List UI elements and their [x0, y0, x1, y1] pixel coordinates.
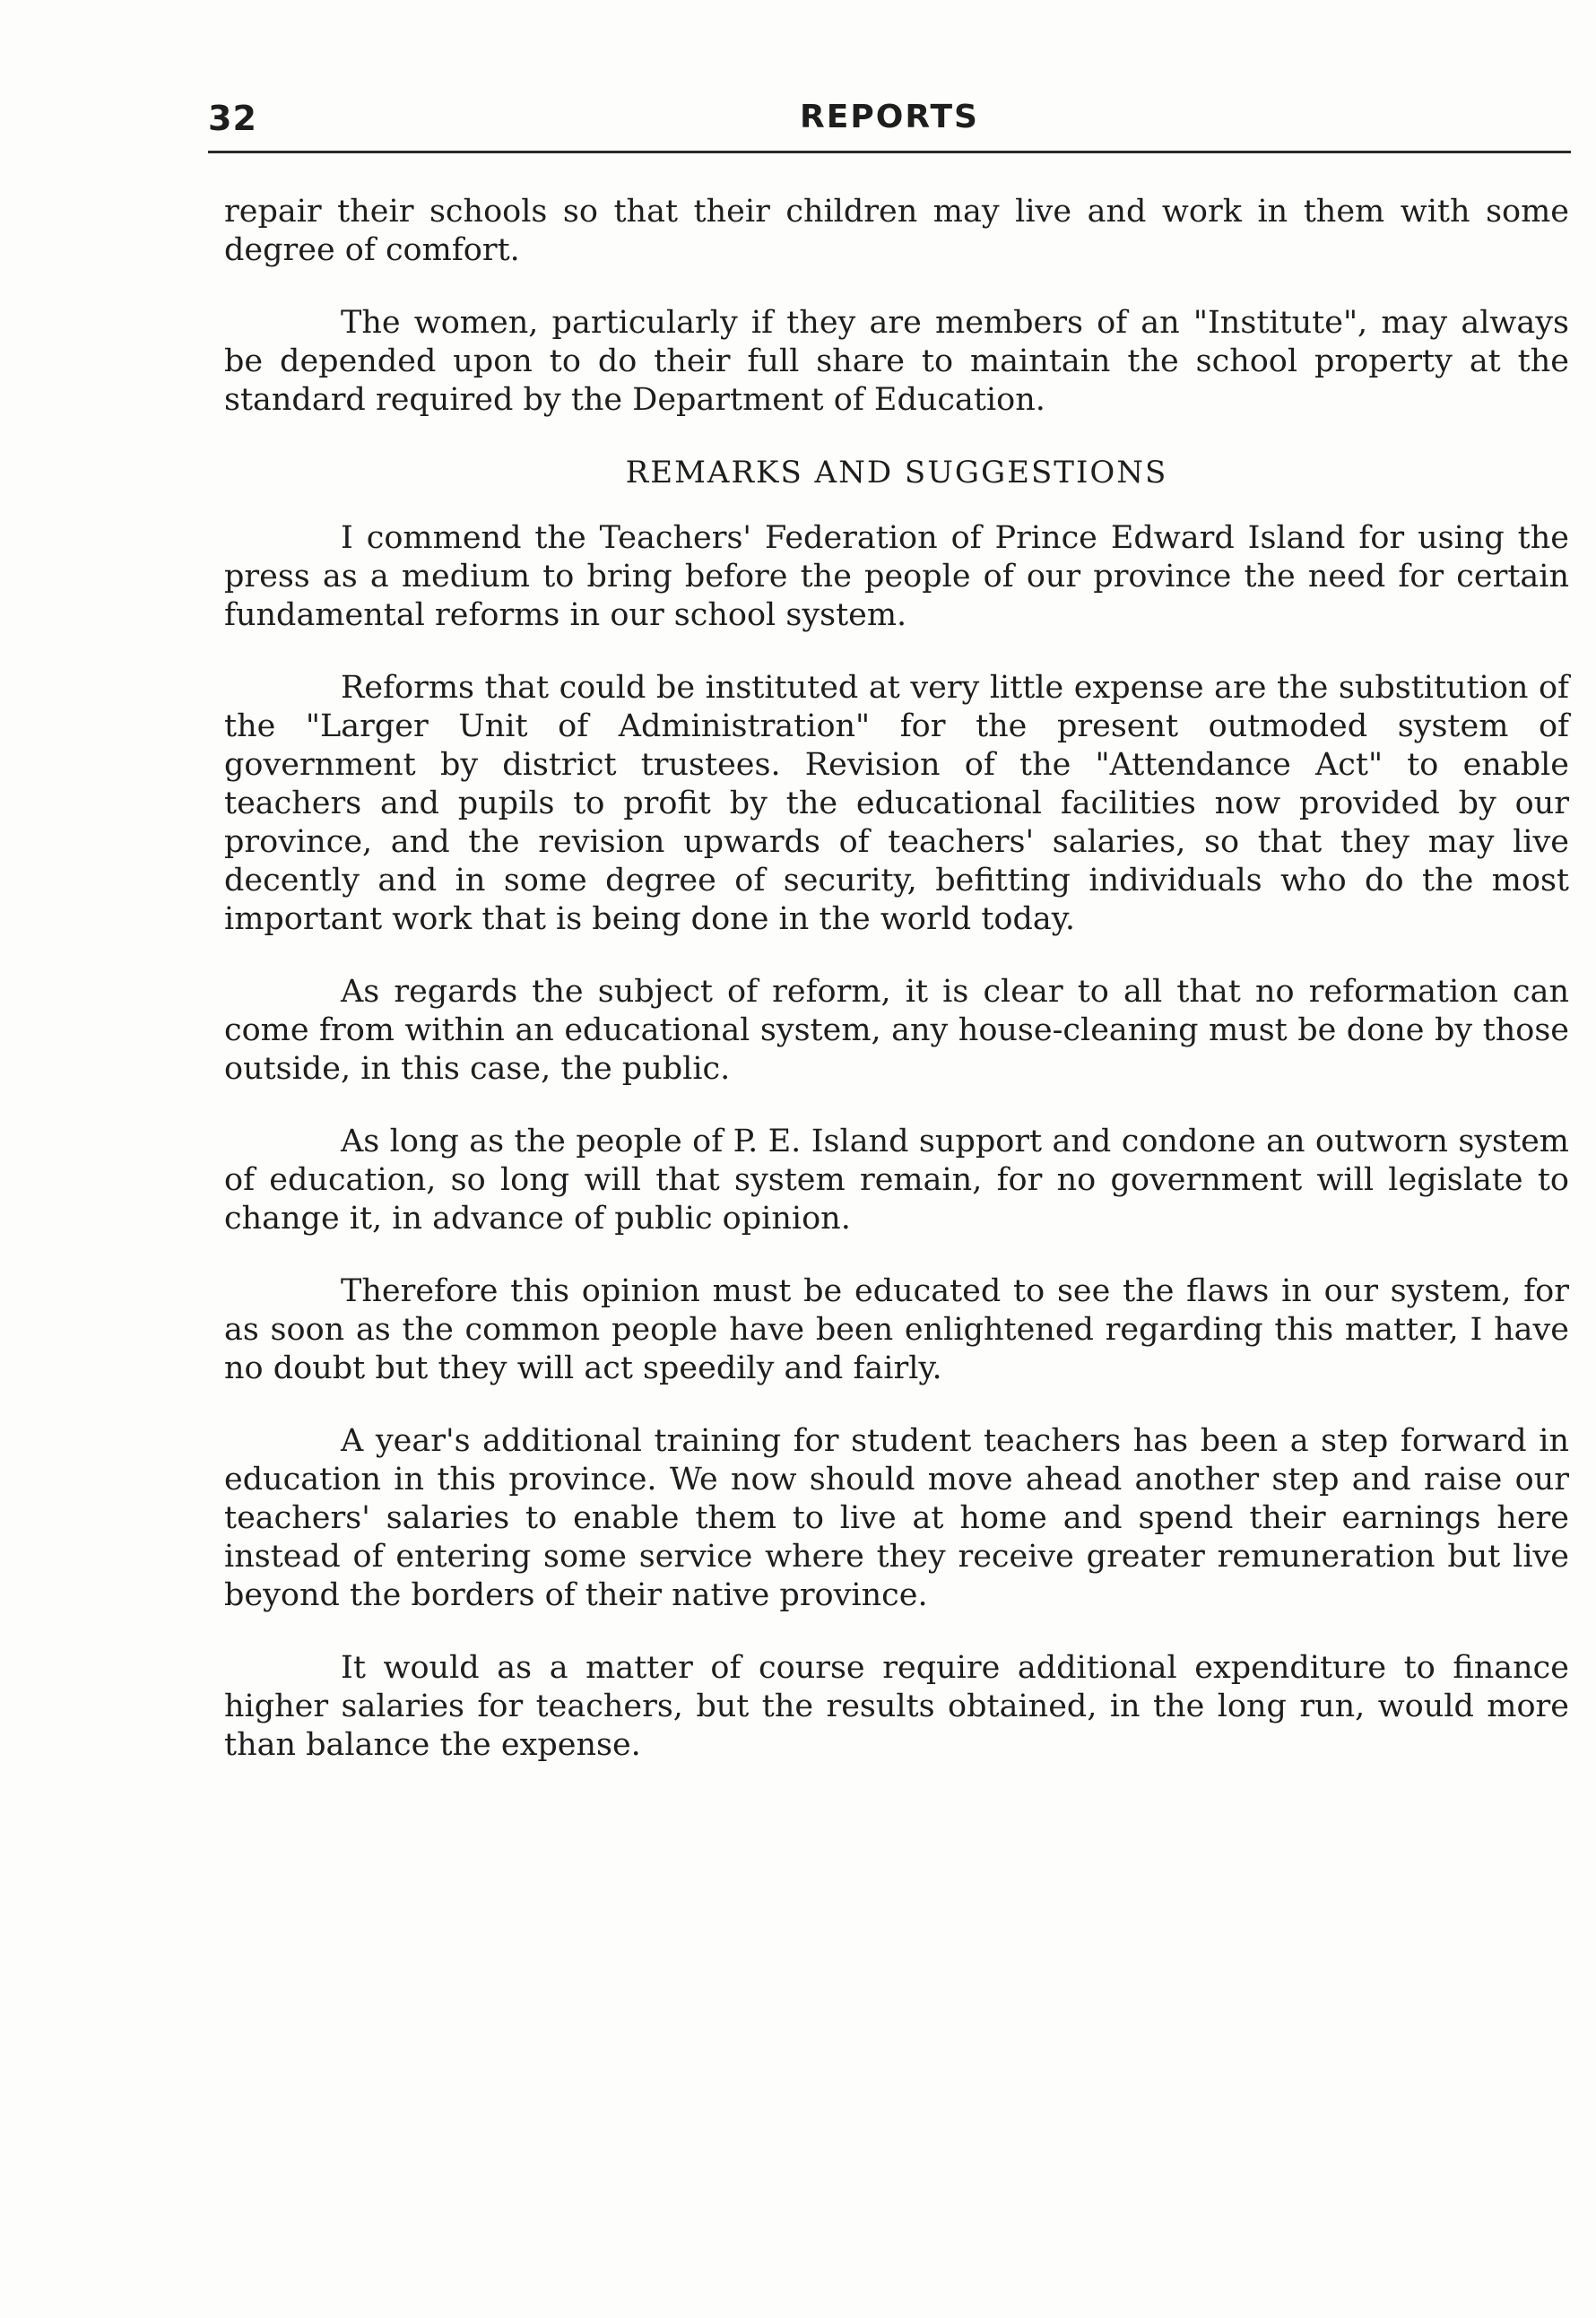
page-number: 32 — [208, 99, 257, 138]
running-head: REPORTS — [800, 99, 979, 135]
page-header — [208, 90, 1571, 152]
paragraph-expenditure: It would as a matter of course require additional expenditure to finance higher salaries for teachers, but the results obtained, in the long run, would more than balance the expense. — [224, 1650, 1569, 1763]
paragraph-commend: I commend the Teachers' Federation of Prince Edward Island for using the press as a medium to bring before the people of our province the need for certain fundamental reforms in our school system. — [224, 520, 1569, 633]
body-text — [224, 193, 1569, 1799]
header-rule — [208, 151, 1571, 153]
paragraph-training: A year's additional training for student teachers has been a step forward in education in this province. We now should move ahead another step and raise our teachers' salaries to enable them to live at home and spend their earnings here instead of entering some service where they receive greater remuneration but live beyond the borders of their native province. — [224, 1423, 1569, 1613]
paragraph-people: As long as the people of P. E. Island support and condone an outworn system of education, so long will that system remain, for no government will legislate to change it, in advance of public opinion. — [224, 1124, 1569, 1237]
paragraph-opinion: Therefore this opinion must be educated to see the flaws in our system, for as soon as the common people have been enlightened regarding this matter, I have no doubt but they will act speedily and fairly. — [224, 1273, 1569, 1386]
paragraph-regards: As regards the subject of reform, it is clear to all that no reformation can come from within an educational system, any house-cleaning must be done by those outside, in this case, the public. — [224, 974, 1569, 1087]
paragraph-reforms: Reforms that could be instituted at very little expense are the substitution of the "Larger Unit of Administration" for the present outmoded system of government by district trustees. Revision of the "Attendance Act" to enable teachers and pupils to profit by the educational facilities now provided by our province, and the revision upwards of teachers' salaries, so that they may live decently and in some degree of security, befitting individuals who do the most important work that is being done in the world today. — [224, 670, 1569, 937]
continuation-paragraph: repair their schools so that their children may live and work in them with some degree of comfort. — [224, 194, 1569, 268]
paragraph-women: The women, particularly if they are members of an "Institute", may always be depended upon to do their full share to maintain the school property at the standard required by the Department of Education. — [224, 305, 1569, 418]
section-heading: REMARKS AND SUGGESTIONS — [625, 455, 1168, 491]
